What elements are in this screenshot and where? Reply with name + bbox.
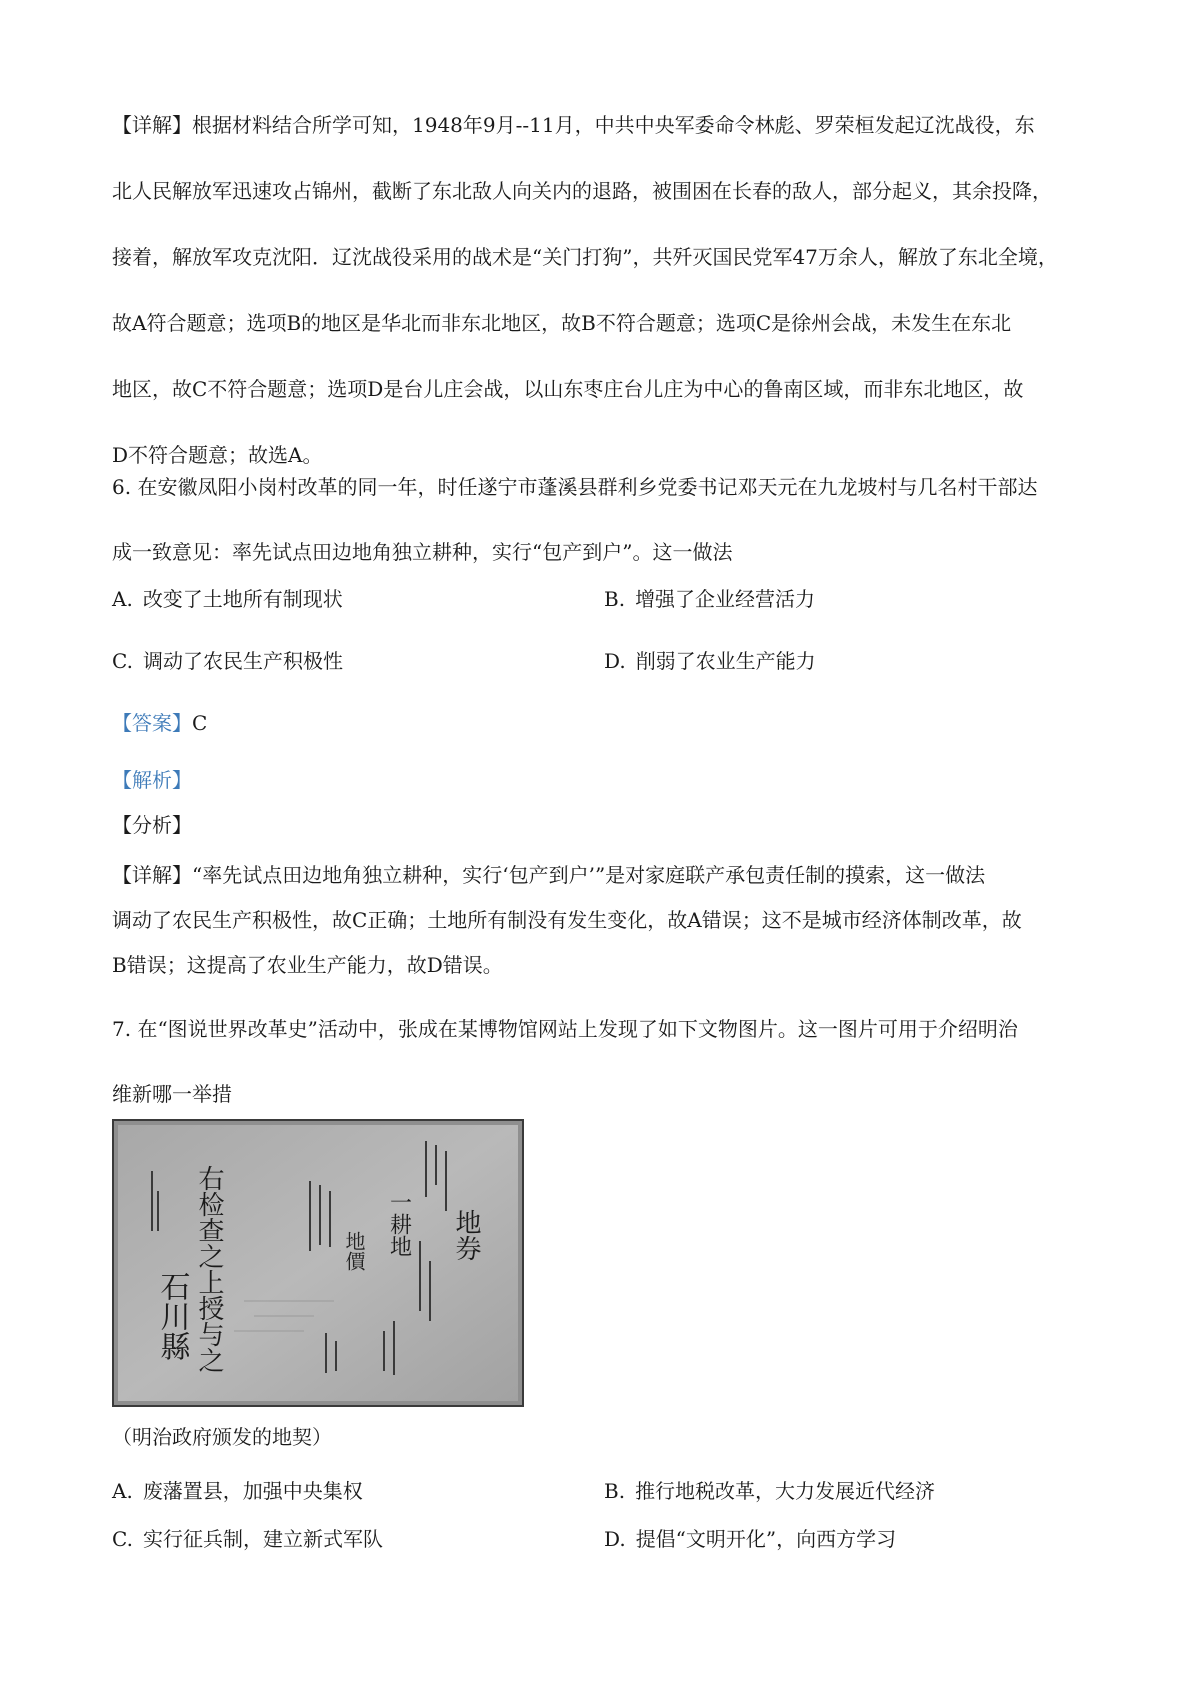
q6-option-d[interactable]: [604, 646, 816, 677]
q6-stem: [112, 472, 1102, 568]
option-letter: C.: [112, 1527, 133, 1551]
option-letter: B.: [604, 587, 626, 611]
q6-option-a[interactable]: [112, 584, 343, 615]
option-text: 推行地税改革，大力发展近代经济: [635, 1479, 936, 1503]
option-letter: D.: [604, 1527, 626, 1551]
option-letter: A.: [112, 1479, 133, 1503]
text-line: 7. 在“图说世界改革史”活动中，张成在某博物馆网站上发现了如下文物图片。这一图片可用于介绍明治: [112, 1017, 1018, 1041]
q6-answer: [112, 708, 207, 739]
deed-title: 地券: [451, 1209, 481, 1261]
text-line: 地区，故C不符合题意；选项D是台儿庄会战，以山东枣庄台儿庄为中心的鲁南区域，而非东北地区，故: [112, 377, 1024, 401]
q6-option-b[interactable]: [604, 584, 815, 615]
text-line: 成一致意见：率先试点田边地角独立耕种，实行“包产到户”。这一做法: [112, 540, 733, 564]
text-line: 【详解】“率先试点田边地角独立耕种，实行‘包产到户’”是对家庭联产承包责任制的摸索，这一做法: [112, 863, 986, 887]
text-line: 北人民解放军迅速攻占锦州，截断了东北敌人向关内的退路，被围困在长春的敌人，部分起义，其余投降，: [112, 179, 1052, 203]
option-letter: C.: [112, 649, 133, 673]
deed-text-col1: 右检查之上授与之: [194, 1165, 224, 1373]
option-text: 削弱了农业生产能力: [635, 649, 816, 673]
text-line: 维新哪一举措: [112, 1082, 232, 1106]
deed-text-col3: 地價: [342, 1231, 366, 1271]
deed-text-col2: 石川縣: [154, 1271, 190, 1361]
text-line: 6. 在安徽凤阳小岗村改革的同一年，时任遂宁市蓬溪县群利乡党委书记邓天元在九龙坡村与几名村干部达: [112, 475, 1038, 499]
option-letter: B.: [604, 1479, 626, 1503]
q5-detail-paragraph: [112, 110, 1102, 471]
text-line: 【详解】根据材料结合所学可知，1948年9月--11月，中共中央军委命令林彪、罗荣桓发起辽沈战役，东: [112, 113, 1035, 137]
q6-detail-paragraph: [112, 860, 1102, 981]
option-text: 实行征兵制，建立新式军队: [142, 1527, 383, 1551]
q7-option-a[interactable]: [112, 1476, 363, 1507]
deed-text-col4: 一耕地: [386, 1191, 412, 1257]
q6-fenxi-label: 【分析】: [112, 813, 192, 837]
option-text: 废藩置县，加强中央集权: [142, 1479, 363, 1503]
figure-caption: （明治政府颁发的地契）: [112, 1425, 332, 1449]
option-letter: A.: [112, 587, 133, 611]
answer-value: C: [192, 711, 208, 735]
answer-label: 【答案】: [112, 711, 192, 735]
q6-analysis-label: 【解析】: [112, 768, 192, 792]
text-line: 故A符合题意；选项B的地区是华北而非东北地区，故B不符合题意；选项C是徐州会战，未发生在东北: [112, 311, 1012, 335]
q7-option-c[interactable]: [112, 1524, 383, 1555]
land-deed-image: [114, 1121, 522, 1405]
text-line: D不符合题意；故选A。: [112, 443, 323, 467]
text-line: B错误；这提高了农业生产能力，故D错误。: [112, 953, 503, 977]
q7-option-b[interactable]: [604, 1476, 935, 1507]
option-text: 增强了企业经营活力: [635, 587, 816, 611]
option-text: 改变了土地所有制现状: [142, 587, 343, 611]
text-line: 接着，解放军攻克沈阳．辽沈战役采用的战术是“关门打狗”，共歼灭国民党军47万余人，解放了东北全境，: [112, 245, 1058, 269]
text-line: 调动了农民生产积极性，故C正确；土地所有制没有发生变化，故A错误；这不是城市经济体制改革，故: [112, 908, 1022, 932]
q7-stem: [112, 1014, 1102, 1110]
q6-option-c[interactable]: [112, 646, 343, 677]
option-text: 提倡“文明开化”，向西方学习: [635, 1527, 897, 1551]
option-letter: D.: [604, 649, 626, 673]
q7-option-d[interactable]: [604, 1524, 896, 1555]
land-deed-photo: [112, 1119, 524, 1407]
option-text: 调动了农民生产积极性: [142, 649, 343, 673]
